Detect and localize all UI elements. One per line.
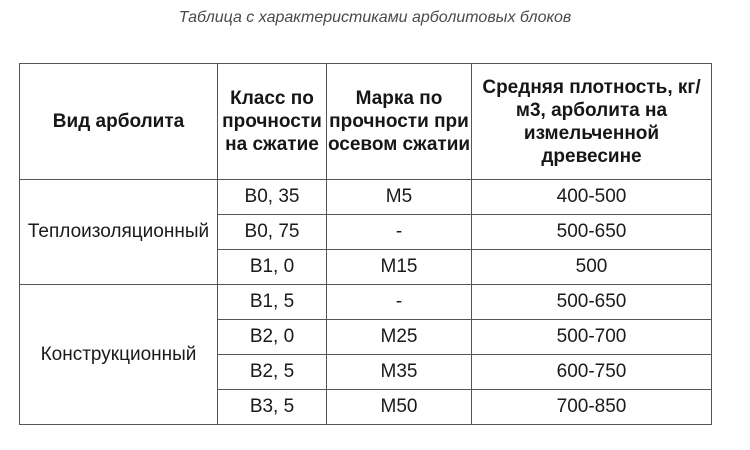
grade-cell: M15 [327, 250, 472, 285]
class-cell: B1, 0 [218, 250, 327, 285]
header-density: Средняя плотность, кг/м3, арболита на измельченной древесине [472, 64, 712, 180]
grade-cell: M5 [327, 180, 472, 215]
density-cell: 400-500 [472, 180, 712, 215]
grade-cell: M50 [327, 390, 472, 425]
grade-cell: - [327, 285, 472, 320]
type-cell: Теплоизоляционный [20, 180, 218, 285]
class-cell: B1, 5 [218, 285, 327, 320]
table-caption: Таблица с характеристиками арболитовых блоков [178, 9, 572, 26]
grade-cell: M35 [327, 355, 472, 390]
grade-cell: - [327, 215, 472, 250]
table-row [20, 285, 712, 320]
density-cell: 700-850 [472, 390, 712, 425]
header-grade: Марка по прочности при осевом сжатии [327, 64, 472, 180]
density-cell: 500 [472, 250, 712, 285]
header-type: Вид арболита [20, 64, 218, 180]
class-cell: B0, 75 [218, 215, 327, 250]
density-cell: 500-700 [472, 320, 712, 355]
class-cell: B3, 5 [218, 390, 327, 425]
class-cell: B0, 35 [218, 180, 327, 215]
header-class: Класс по прочности на сжатие [218, 64, 327, 180]
density-cell: 500-650 [472, 285, 712, 320]
grade-cell: M25 [327, 320, 472, 355]
header-row [20, 64, 712, 180]
type-cell: Конструкционный [20, 285, 218, 425]
table-row [20, 180, 712, 215]
class-cell: B2, 5 [218, 355, 327, 390]
arbolit-specs-table [19, 63, 712, 425]
density-cell: 500-650 [472, 215, 712, 250]
class-cell: B2, 0 [218, 320, 327, 355]
density-cell: 600-750 [472, 355, 712, 390]
